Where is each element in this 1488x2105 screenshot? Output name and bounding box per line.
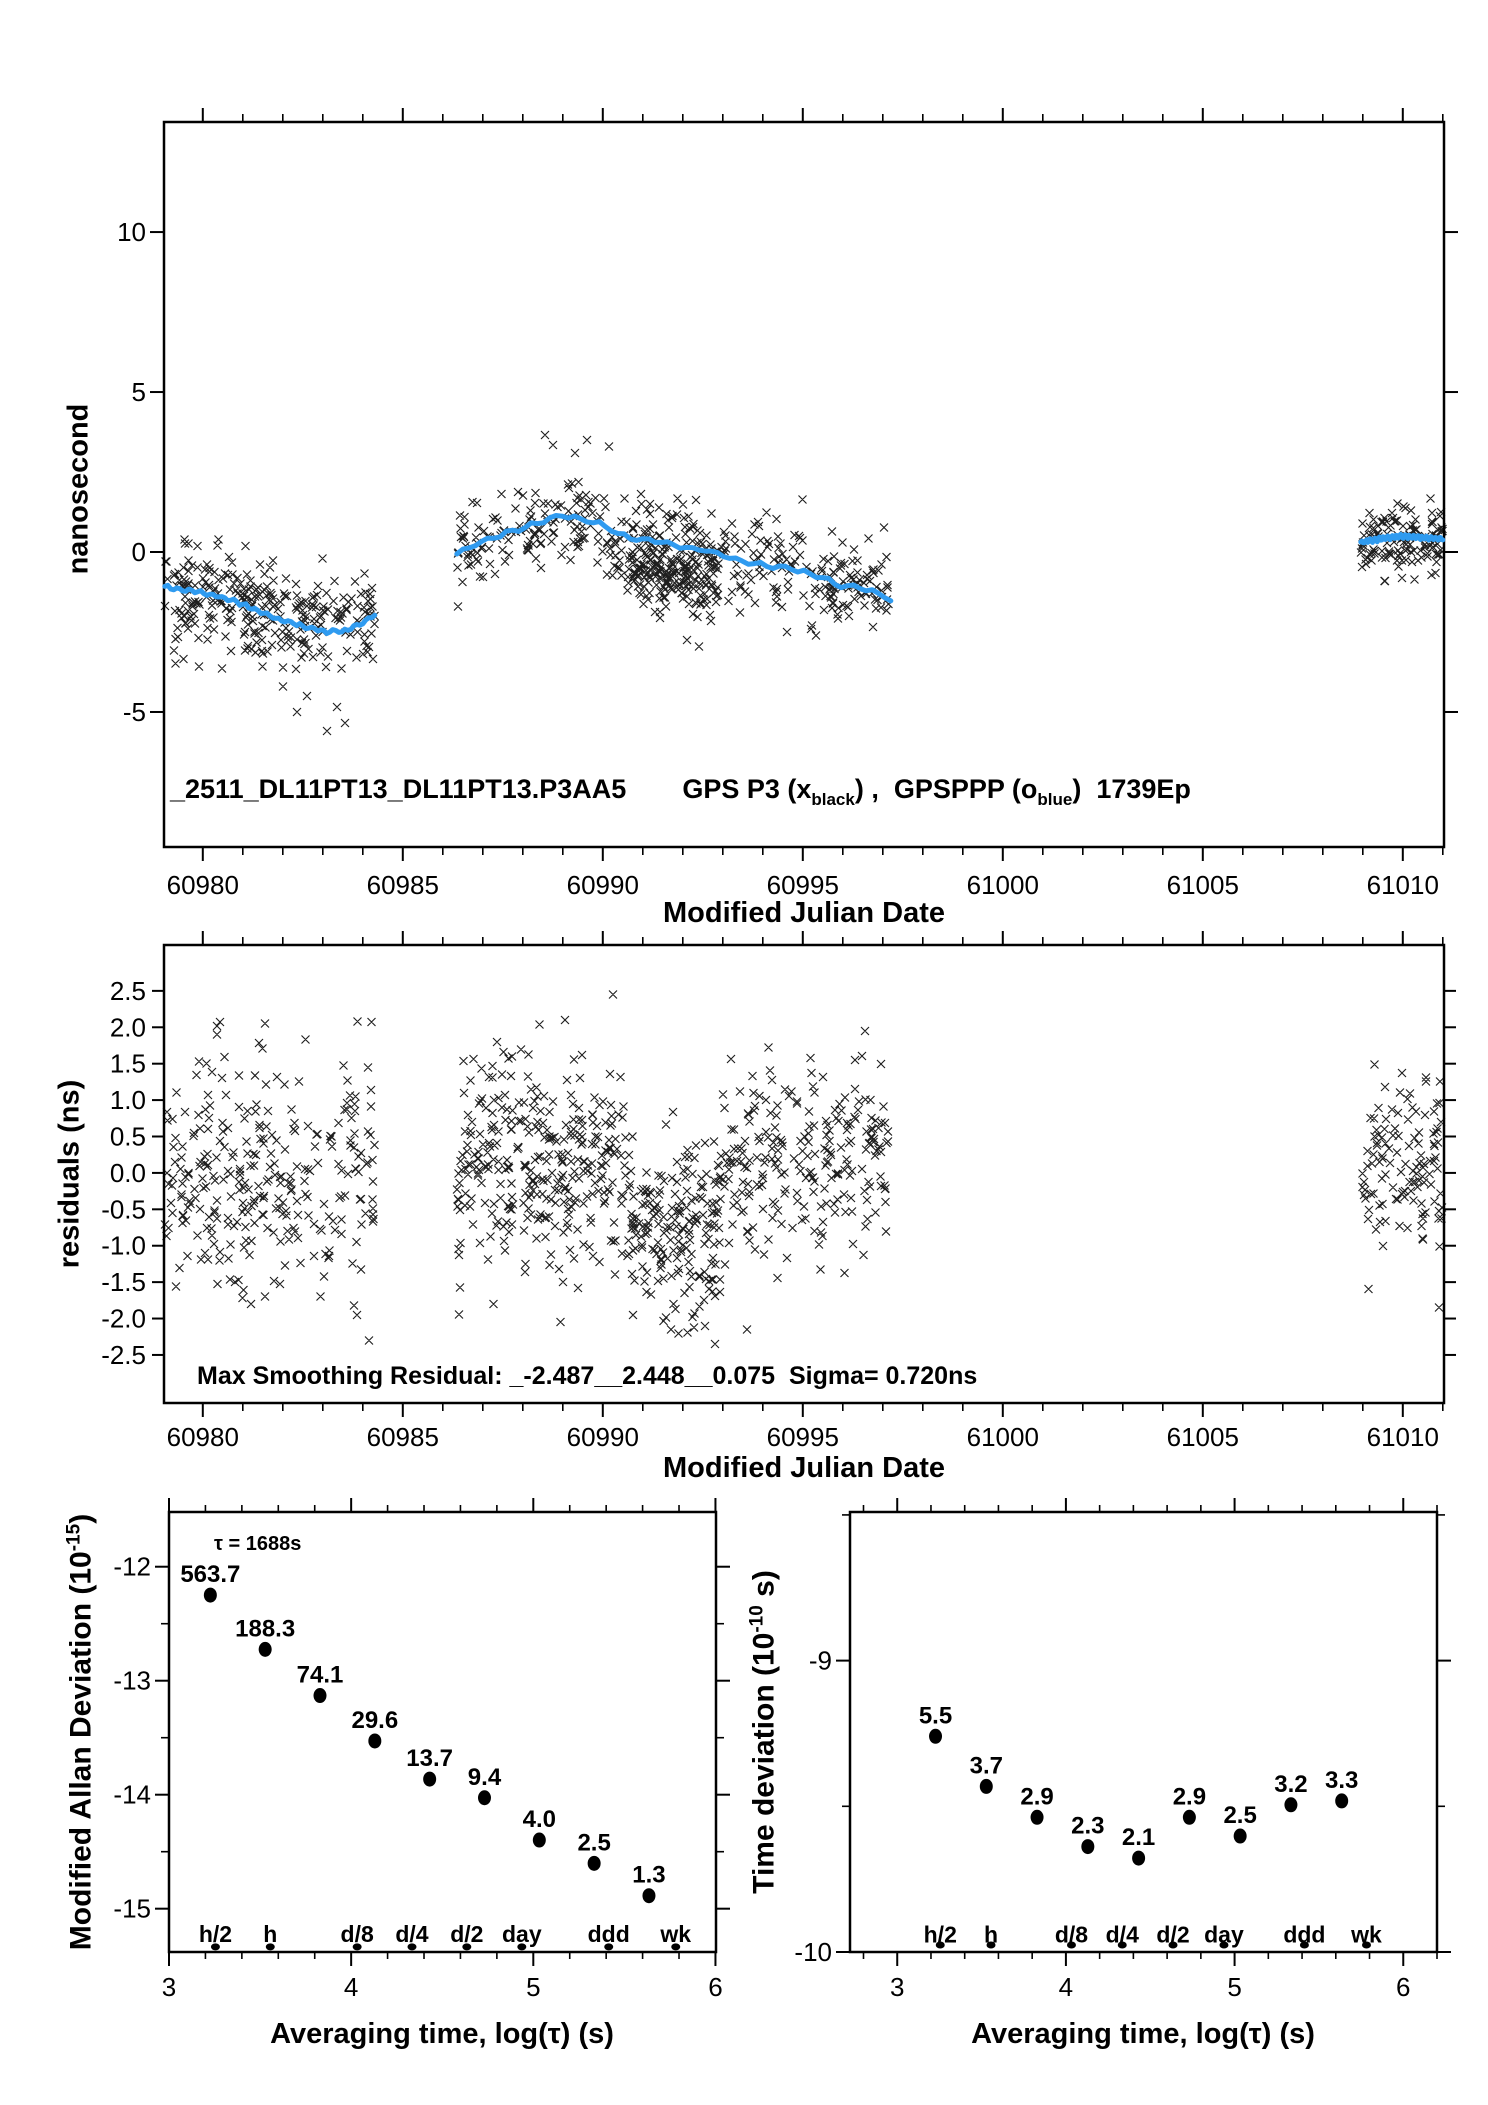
deviation-value-label: 2.9 — [1020, 1783, 1054, 1811]
y-tick-label: 0.5 — [109, 1121, 146, 1152]
y-tick-label: 2.5 — [109, 975, 146, 1006]
averaging-interval-label: ddd — [1283, 1921, 1326, 1948]
tdev-x-axis-title: Averaging time, log(τ) (s) — [971, 2018, 1315, 2050]
tdev-y-axis-title-end: s) — [747, 1570, 781, 1606]
deviation-value-label: 2.5 — [577, 1829, 611, 1857]
y-tick-label: -5 — [122, 696, 146, 727]
deviation-value-label: 5.5 — [918, 1702, 953, 1730]
title-series1: GPS P3 (x — [682, 774, 812, 804]
mdev-y-axis-title-end: ) — [64, 1513, 98, 1524]
deviation-point — [1183, 1810, 1196, 1825]
axis-ticks — [150, 108, 1458, 861]
deviation-point — [1284, 1797, 1297, 1812]
x-tick-label: 4 — [343, 1972, 359, 2002]
deviation-point — [204, 1588, 217, 1603]
mdev-y-axis-title-main: Modified Allan Deviation (10 — [64, 1551, 98, 1951]
deviation-value-label: 3.7 — [969, 1752, 1003, 1780]
title-series1-subscript: black — [811, 790, 855, 809]
axis-ticks — [836, 1498, 1451, 1966]
deviation-value-label: 13.7 — [406, 1745, 454, 1773]
averaging-interval-label: day — [1204, 1921, 1244, 1948]
deviation-value-label: 29.6 — [351, 1706, 399, 1734]
x-tick-label: 3 — [161, 1972, 177, 2002]
y-tick-label: -12 — [113, 1551, 151, 1582]
deviation-point — [1132, 1851, 1145, 1866]
x-tick-label: 60990 — [566, 1422, 639, 1452]
x-tick-label: 60995 — [766, 870, 839, 900]
averaging-interval-label: wk — [660, 1920, 692, 1947]
y-tick-label: -2.5 — [101, 1339, 146, 1370]
tdev-y-axis-title-main: Time deviation (10 — [747, 1632, 781, 1894]
y-tick-label: -1.5 — [101, 1267, 146, 1298]
averaging-interval-label: day — [502, 1920, 542, 1947]
deviation-value-label: 3.3 — [1325, 1766, 1359, 1794]
tau-annotation: τ = 1688s — [214, 1533, 302, 1555]
averaging-interval-label: d/2 — [450, 1920, 484, 1947]
x-tick-label: 60980 — [166, 1422, 239, 1452]
deviation-point — [423, 1772, 436, 1787]
panel-frame — [164, 122, 1444, 847]
y-tick-label: -13 — [113, 1665, 151, 1696]
y-tick-label: 0.0 — [109, 1157, 146, 1188]
deviation-point — [1234, 1829, 1247, 1844]
y-tick-label: -10 — [794, 1937, 832, 1967]
mdev-x-axis-title: Averaging time, log(τ) (s) — [270, 2018, 614, 2050]
residuals-x-axis-title: Modified Julian Date — [663, 1452, 945, 1484]
y-tick-label: -0.5 — [101, 1194, 146, 1225]
x-tick-label: 61000 — [966, 1422, 1039, 1452]
averaging-interval-label: ddd — [587, 1920, 630, 1947]
x-tick-label: 6 — [1396, 1972, 1411, 2002]
x-tick-label: 61010 — [1366, 870, 1439, 900]
tdev-y-axis-title-exponent: -10 — [746, 1605, 768, 1633]
y-tick-label: 1.5 — [109, 1048, 146, 1079]
x-tick-label: 60990 — [566, 870, 639, 900]
x-tick-label: 60980 — [166, 870, 239, 900]
x-tick-label: 5 — [526, 1972, 541, 2002]
averaging-interval-label: h/2 — [923, 1921, 957, 1948]
averaging-interval-label: d/8 — [340, 1920, 374, 1947]
x-tick-label: 61000 — [966, 870, 1039, 900]
deviation-point — [1335, 1793, 1348, 1808]
x-tick-label: 60985 — [366, 1422, 439, 1452]
deviation-point — [588, 1856, 601, 1871]
deviation-point — [259, 1642, 272, 1657]
y-tick-label: -15 — [113, 1893, 151, 1924]
averaging-interval-label: d/4 — [1105, 1921, 1139, 1948]
deviation-point — [533, 1833, 546, 1848]
x-tick-label: 61005 — [1166, 870, 1239, 900]
x-tick-label: 60985 — [366, 870, 439, 900]
deviation-value-label: 74.1 — [296, 1661, 344, 1689]
y-tick-label: -9 — [808, 1645, 832, 1676]
averaging-interval-label: h/2 — [198, 1920, 233, 1947]
averaging-interval-label: d/4 — [395, 1920, 429, 1947]
deviation-value-label: 2.9 — [1172, 1783, 1207, 1811]
x-tick-label: 4 — [1058, 1972, 1074, 2002]
deviation-point — [929, 1729, 942, 1744]
max-smoothing-residual-annotation: Max Smoothing Residual: _-2.487__2.448__0.075 Sigma= 0.720ns — [197, 1362, 978, 1390]
mdev-panel — [113, 1498, 730, 2002]
deviation-value-label: 2.1 — [1121, 1824, 1156, 1852]
x-tick-label: 61010 — [1366, 1422, 1439, 1452]
deviation-value-label: 563.7 — [180, 1561, 241, 1589]
y-tick-label: 10 — [117, 217, 146, 248]
deviation-value-label: 4.0 — [522, 1806, 557, 1834]
x-tick-label: 3 — [889, 1972, 905, 2002]
deviation-value-label: 9.4 — [467, 1763, 502, 1791]
averaging-interval-label: h — [263, 1920, 278, 1947]
tdev-y-axis-title — [747, 1570, 782, 1894]
y-tick-label: 2.0 — [109, 1012, 146, 1043]
mdev-y-axis-title-exponent: -15 — [63, 1523, 85, 1552]
x-tick-label: 61005 — [1166, 1422, 1239, 1452]
deviation-point — [314, 1688, 327, 1703]
top-panel-title — [170, 774, 1191, 810]
averaging-interval-label: d/8 — [1054, 1921, 1089, 1948]
deviation-point — [980, 1779, 993, 1794]
deviation-value-label: 1.3 — [632, 1861, 666, 1889]
deviation-point — [1081, 1839, 1094, 1854]
scatter-x-points — [161, 431, 1447, 735]
title-epoch: ) 1739Ep — [1072, 774, 1191, 804]
y-tick-label: -2.0 — [101, 1303, 146, 1334]
x-tick-label: 60995 — [766, 1422, 839, 1452]
y-tick-label: 1.0 — [109, 1085, 146, 1116]
averaging-interval-label: wk — [1351, 1921, 1382, 1948]
residuals-y-axis-title: residuals (ns) — [53, 1079, 86, 1269]
deviation-value-label: 2.3 — [1071, 1812, 1105, 1840]
averaging-interval-label: d/2 — [1156, 1921, 1190, 1948]
top-panel-x-axis-title: Modified Julian Date — [663, 897, 945, 929]
y-tick-label: 0 — [131, 537, 146, 568]
scatter-x-points — [161, 991, 1446, 1349]
deviation-value-label: 3.2 — [1274, 1770, 1308, 1798]
y-tick-label: -14 — [113, 1779, 151, 1810]
mdev-y-axis-title — [64, 1514, 99, 1950]
y-tick-label: -1.0 — [101, 1230, 146, 1261]
deviation-value-label: 188.3 — [235, 1615, 296, 1643]
y-tick-label: 5 — [131, 377, 146, 408]
title-series2: ) , GPSPPP (o — [854, 774, 1038, 804]
title-file-id: _2511_DL11PT13_DL11PT13.P3AA5 — [170, 774, 627, 804]
top-panel-y-axis-title: nanosecond — [62, 403, 95, 575]
deviation-point — [368, 1733, 381, 1748]
deviation-point — [642, 1888, 655, 1903]
title-series2-subscript: blue — [1037, 790, 1073, 809]
x-tick-label: 6 — [708, 1972, 723, 2002]
x-tick-label: 5 — [1227, 1972, 1242, 2002]
tdev-panel — [794, 1498, 1451, 2002]
averaging-interval-label: h — [983, 1921, 999, 1948]
deviation-point — [478, 1790, 491, 1805]
deviation-value-label: 2.5 — [1223, 1802, 1257, 1830]
deviation-point — [1031, 1810, 1044, 1825]
